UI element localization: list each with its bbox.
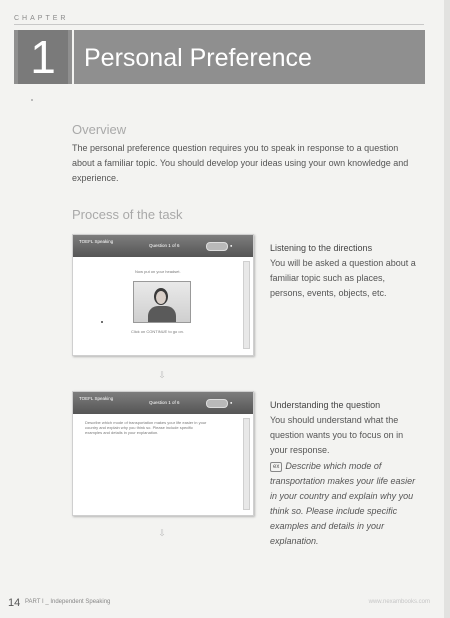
photo-face	[156, 291, 166, 304]
step2-example	[270, 459, 420, 549]
process-heading: Process of the task	[72, 207, 183, 222]
margin-mark	[31, 99, 33, 101]
overview-text: The personal preference question requires you to speak in response to a question about a familiar topic. You should develop your ideas using your own knowledge and experience.	[72, 143, 409, 183]
chapter-title: Personal Preference	[84, 44, 312, 72]
screen-body	[73, 257, 253, 355]
continue-button[interactable]	[206, 399, 228, 408]
screen-title-bar	[73, 235, 253, 257]
page-number: 14	[8, 597, 21, 609]
screen-brand: TOEFL Speaking	[79, 239, 114, 244]
screen-scrollbar[interactable]	[243, 418, 250, 510]
overview-heading: Overview	[72, 122, 127, 137]
help-icon[interactable]: ●	[230, 243, 233, 248]
down-arrow-icon: ⇩	[158, 370, 166, 380]
cursor-dot	[101, 321, 103, 323]
photo-body	[148, 306, 176, 322]
page-edge	[444, 0, 450, 618]
step2-title: Understanding the question	[270, 400, 381, 410]
toefl-screen-directions	[72, 234, 254, 356]
headset-instruction: Now put on your headset.	[135, 269, 181, 274]
chapter-number: 1	[18, 30, 68, 84]
continue-note: Click on CONTINUE to go on.	[131, 329, 184, 334]
screen-question-counter: Question 1 of 6	[149, 400, 180, 405]
screen-scrollbar[interactable]	[243, 261, 250, 349]
part-label: PART I _ Independent Speaking	[25, 599, 111, 605]
down-arrow-icon: ⇩	[158, 528, 166, 538]
headset-photo	[133, 281, 191, 323]
site-watermark: www.nexambooks.com	[368, 599, 430, 605]
ex-badge: ex	[270, 462, 282, 472]
screen-brand: TOEFL Speaking	[79, 396, 114, 401]
step1-title: Listening to the directions	[270, 243, 373, 253]
screen-body	[73, 414, 253, 515]
continue-button[interactable]	[206, 242, 228, 251]
step1-text: You will be asked a question about a familiar topic such as places, persons, events, objects, etc.	[270, 258, 416, 298]
question-prompt: Describe which mode of transportation makes your life easier in your country and explain why you think so. Please include specific examples and details in your explanation.	[85, 420, 207, 435]
banner-divider	[72, 30, 74, 84]
screen-question-counter: Question 1 of 6	[149, 243, 180, 248]
screen-title-bar	[73, 392, 253, 414]
toefl-screen-question	[72, 391, 254, 516]
help-icon[interactable]: ●	[230, 400, 233, 405]
step2-example-text: Describe which mode of transportation makes your life easier in your country and explain why you think so. Please include specific examples and details in your explanation.	[270, 461, 416, 546]
chapter-rule	[14, 24, 424, 25]
step2-text: You should understand what the question wants you to focus on in your response.	[270, 415, 404, 455]
chapter-label: CHAPTER	[14, 15, 69, 22]
